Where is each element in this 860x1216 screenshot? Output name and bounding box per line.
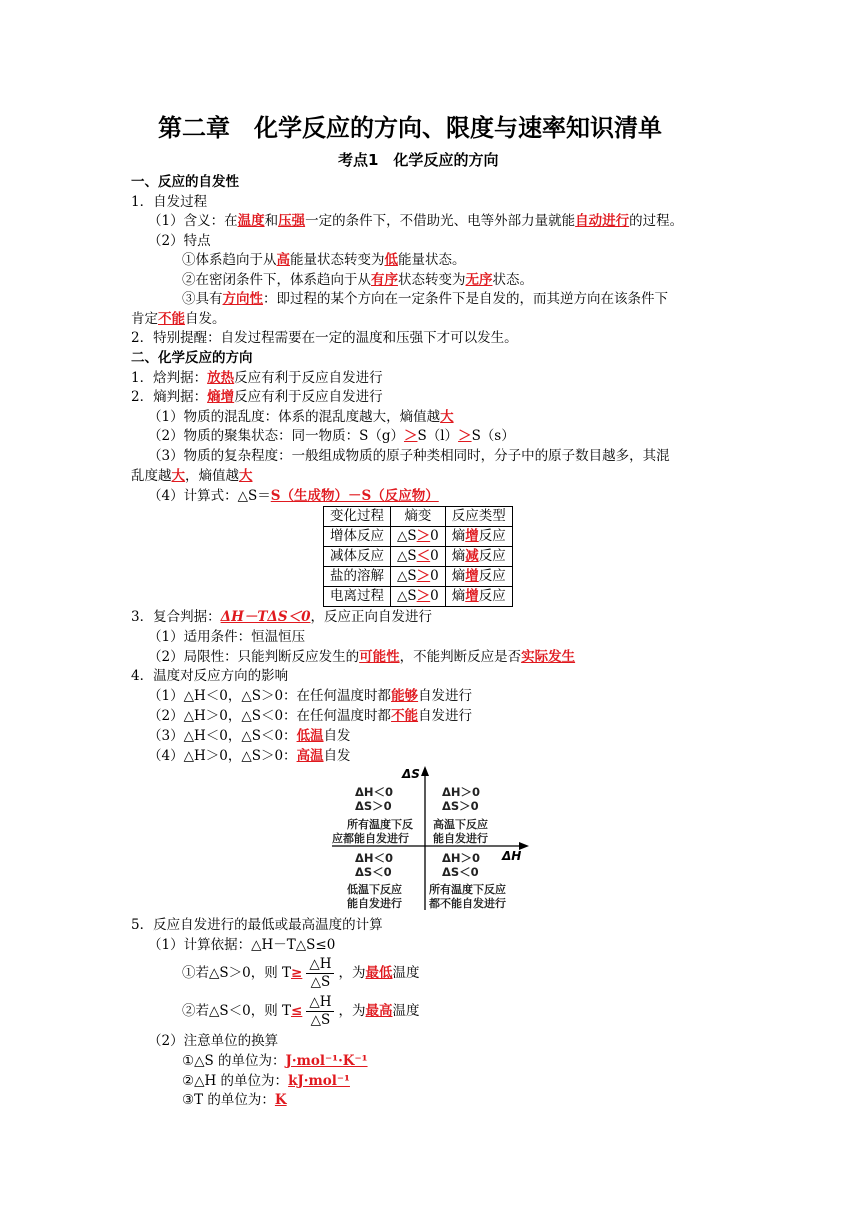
q1-line: 所有温度下反 xyxy=(347,818,413,831)
table-cell: △S＞0 xyxy=(391,567,446,587)
x-axis-label: ΔH xyxy=(502,849,522,863)
keyword-ordered: 有序 xyxy=(371,272,398,288)
unit-entropy: ①△S 的单位为：J·mol⁻¹·K⁻¹ xyxy=(182,1053,368,1069)
keyword-temperature: 温度 xyxy=(237,213,265,229)
unit-enthalpy: ②△H 的单位为：kJ·mol⁻¹ xyxy=(182,1073,350,1089)
temp-case-4: （4）△H＞0，△S＞0：高温自发 xyxy=(148,748,351,764)
entropy-point-4: （4）计算式：△S＝S（生成物）－S（反应物） xyxy=(148,488,439,504)
q3-line: 能自发进行 xyxy=(347,897,402,910)
heading-spontaneity: 一、反应的自发性 xyxy=(131,174,239,190)
unit-conversion: （2）注意单位的换算 xyxy=(148,1033,279,1049)
fraction: $\frac{\triangle H}{\triangle S}$ xyxy=(306,956,334,991)
table-row xyxy=(324,587,513,607)
feature-3: ③具有方向性：即过程的某个方向在一定条件下是自发的，而其逆方向在该条件下 xyxy=(182,291,668,307)
keyword-pressure: 压强 xyxy=(278,213,306,229)
table-header-row xyxy=(324,507,513,527)
keyword-possibility: 可能性 xyxy=(359,649,400,665)
table-cell: 电离过程 xyxy=(324,587,391,607)
keyword-high-temp: 高温 xyxy=(296,748,324,764)
y-axis-arrow xyxy=(421,766,429,776)
entropy-point-2: （2）物质的聚集状态：同一物质：S（g）＞S（l）＞S（s） xyxy=(148,428,515,444)
table-cell: 熵增反应 xyxy=(445,527,512,547)
table-cell: △S＞0 xyxy=(391,587,446,607)
keyword-unit: kJ·mol⁻¹ xyxy=(288,1073,350,1089)
q4-line: ΔS＜0 xyxy=(442,865,479,879)
table-header: 变化过程 xyxy=(324,507,391,527)
keyword-large: 大 xyxy=(239,468,253,484)
unit-temperature: ③T 的单位为：K xyxy=(182,1092,287,1108)
table-row xyxy=(324,547,513,567)
q2-line: ΔS＞0 xyxy=(442,799,479,813)
table-cell: 熵减反应 xyxy=(445,547,512,567)
keyword-can: 能够 xyxy=(391,688,419,704)
keyword-unit: J·mol⁻¹·K⁻¹ xyxy=(285,1053,368,1069)
temp-case-3: （3）△H＜0，△S＜0：低温自发 xyxy=(148,728,351,744)
keyword-high: 高 xyxy=(276,252,290,268)
q3-line: 低温下反应 xyxy=(347,883,402,896)
q1-line: ΔS＞0 xyxy=(355,799,392,813)
keyword-exothermic: 放热 xyxy=(207,370,235,386)
q4-line: ΔH＞0 xyxy=(442,851,481,865)
keyword-large: 大 xyxy=(171,468,185,484)
features-label: （2）特点 xyxy=(148,233,211,249)
q2-line: ΔH＞0 xyxy=(442,785,481,799)
entropy-point-1: （1）物质的混乱度：体系的混乱度越大，熵值越大 xyxy=(148,409,454,425)
q1-line: ΔH＜0 xyxy=(355,785,394,799)
keyword-greater: ＞ xyxy=(403,428,418,444)
keyword-cannot: 不能 xyxy=(158,311,185,327)
temperature-effect: 4．温度对反应方向的影响 xyxy=(131,668,289,684)
combined-limitation: （2）局限性：只能判断反应发生的可能性，不能判断反应是否实际发生 xyxy=(148,649,576,665)
q3-line: ΔH＜0 xyxy=(355,851,394,865)
combined-condition: （1）适用条件：恒温恒压 xyxy=(148,629,306,645)
table-cell: 减体反应 xyxy=(324,547,391,567)
combined-criterion: 3．复合判据：ΔH－TΔS＜0，反应正向自发进行 xyxy=(131,609,432,625)
q1-line: 应都能自发进行 xyxy=(332,832,409,845)
keyword-disordered: 无序 xyxy=(465,272,493,288)
q4-line: 所有温度下反应 xyxy=(429,883,506,896)
table-cell: △S＜0 xyxy=(391,547,446,567)
feature-1: ①体系趋向于从高能量状态转变为低能量状态。 xyxy=(182,252,466,268)
calc-max-temp: ②若△S＜0，则 T≤ $\frac{\triangle H}{\triangle S}$ ，为最高温度 xyxy=(182,994,420,1028)
calc-basis: （1）计算依据：△H－T△S≤0 xyxy=(148,937,336,953)
keyword-gibbs: ΔH－TΔS＜0 xyxy=(220,609,311,625)
keyword-direction: 方向性 xyxy=(222,291,263,307)
table-header: 反应类型 xyxy=(445,507,512,527)
keyword-lowest: 最低 xyxy=(365,965,393,981)
heading-direction: 二、化学反应的方向 xyxy=(131,350,253,366)
keyword-geq: ≥ xyxy=(291,965,303,981)
q3-line: ΔS＜0 xyxy=(355,865,392,879)
calc-min-temp: ①若△S＞0，则 T≥ $\frac{\triangle H}{\triangle S}$ ，为最低温度 xyxy=(182,956,420,990)
table-header: 熵变 xyxy=(391,507,446,527)
keyword-formula: S（生成物）－S（反应物） xyxy=(270,488,439,504)
page-title: 第二章 化学反应的方向、限度与速率知识清单 xyxy=(158,114,662,142)
entropy-point-3: （3）物质的复杂程度：一般组成物质的原子种类相同时，分子中的原子数目越多，其混 xyxy=(148,448,670,464)
table-cell: 增体反应 xyxy=(324,527,391,547)
keyword-auto: 自动进行 xyxy=(575,213,630,229)
fraction: $\frac{\triangle H}{\triangle S}$ xyxy=(306,994,334,1029)
keyword-low-temp: 低温 xyxy=(296,728,324,744)
temperature-calc: 5．反应自发进行的最低或最高温度的计算 xyxy=(131,917,383,933)
keyword-leq: ≤ xyxy=(291,1003,303,1019)
enthalpy-criterion: 1．焓判据：放热反应有利于反应自发进行 xyxy=(131,370,383,386)
keyword-large: 大 xyxy=(440,409,454,425)
entropy-point-3-cont: 乱度越大，熵值越大 xyxy=(131,468,253,484)
table-row xyxy=(324,527,513,547)
temp-case-1: （1）△H＜0，△S＞0：在任何温度时都能够自发进行 xyxy=(148,688,473,704)
point-reminder: 2．特别提醒：自发过程需要在一定的温度和压强下才可以发生。 xyxy=(131,330,518,346)
feature-2: ②在密闭条件下，体系趋向于从有序状态转变为无序状态。 xyxy=(182,272,533,288)
table-row xyxy=(324,567,513,587)
entropy-criterion: 2．熵判据：熵增反应有利于反应自发进行 xyxy=(131,389,383,405)
section-subtitle: 考点1 化学反应的方向 xyxy=(338,151,499,169)
q2-line: 能自发进行 xyxy=(433,832,488,845)
keyword-greater: ＞ xyxy=(458,428,472,444)
definition-line: （1）含义：在温度和压强一定的条件下，不借助光、电等外部力量就能自动进行的过程。 xyxy=(148,213,684,229)
keyword-highest: 最高 xyxy=(365,1003,393,1019)
table-cell: △S＞0 xyxy=(391,527,446,547)
y-axis-label: ΔS xyxy=(402,767,420,781)
temp-case-2: （2）△H＞0，△S＜0：在任何温度时都不能自发进行 xyxy=(148,708,473,724)
keyword-entropy-increase: 熵增 xyxy=(207,389,235,405)
keyword-low: 低 xyxy=(384,252,398,268)
keyword-actual: 实际发生 xyxy=(521,649,576,665)
table-cell: 熵增反应 xyxy=(445,587,512,607)
q2-line: 高温下反应 xyxy=(433,818,488,831)
keyword-cannot: 不能 xyxy=(391,708,419,724)
table-cell: 熵增反应 xyxy=(445,567,512,587)
keyword-unit: K xyxy=(274,1092,287,1108)
entropy-table xyxy=(323,506,513,607)
point-spontaneous-process: 1．自发过程 xyxy=(131,194,208,210)
q4-line: 都不能自发进行 xyxy=(429,897,506,910)
quadrant-diagram xyxy=(330,764,530,914)
table-cell: 盐的溶解 xyxy=(324,567,391,587)
feature-3-cont: 肯定不能自发。 xyxy=(131,311,226,327)
